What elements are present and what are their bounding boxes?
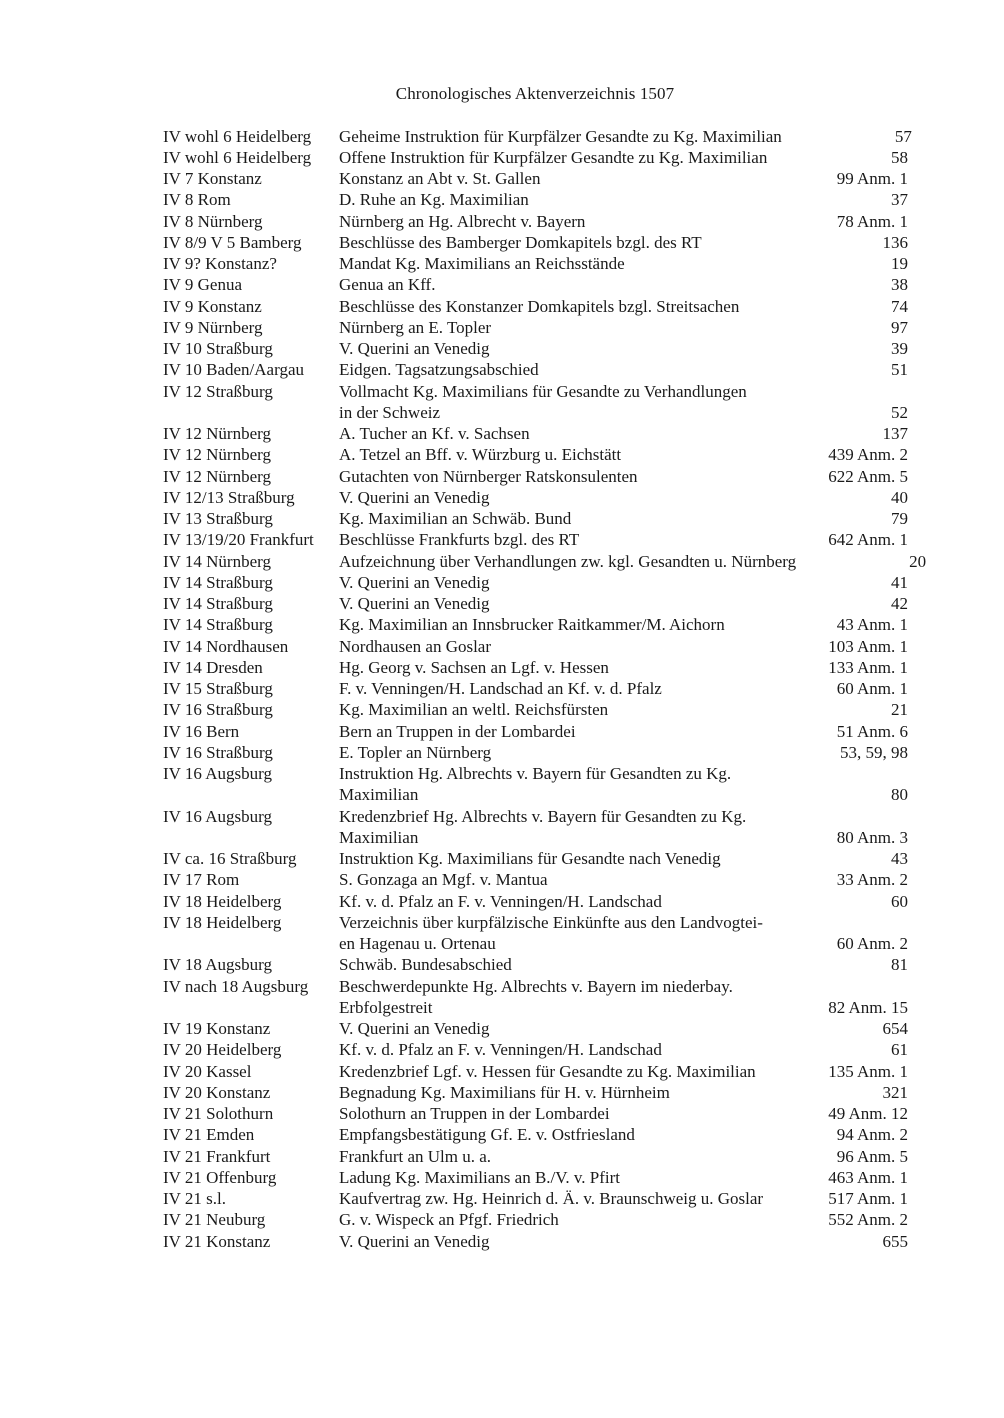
entry-date-place: IV 18 Augsburg xyxy=(163,955,272,975)
entry-reference-number: 53, 59, 98 xyxy=(840,742,908,762)
entry-date-place: IV 12 Nürnberg xyxy=(163,424,271,443)
entry-description-line: V. Querini an Venedig xyxy=(339,339,490,358)
entry-date-place: IV 13/19/20 Frankfurt xyxy=(163,530,314,550)
entry-description xyxy=(339,508,778,529)
entry-description-line: Eidgen. Tagsatzungsabschied xyxy=(339,360,539,380)
entry-reference-number: 74 xyxy=(891,296,908,316)
entry-description xyxy=(339,742,778,763)
entry-reference-number: 137 xyxy=(882,424,908,443)
entry-description-line: Verzeichnis über kurpfälzische Einkünfte aus den Landvogtei- xyxy=(339,912,763,932)
entry-reference xyxy=(778,742,908,763)
entry-reference xyxy=(778,976,908,1019)
register-entry xyxy=(163,317,908,338)
entry-reference xyxy=(778,614,908,635)
entry-reference-number: 80 xyxy=(891,785,908,805)
entry-reference xyxy=(778,869,908,890)
entry-date-place: IV 16 Augsburg xyxy=(163,806,272,826)
entry-date-place: IV 14 Straßburg xyxy=(163,572,273,592)
register-entry xyxy=(163,636,908,657)
entry-description xyxy=(339,1039,778,1060)
entry-description-line: Kg. Maximilian an Innsbrucker Raitkammer/M. Aichorn xyxy=(339,615,725,635)
entry-description xyxy=(339,891,778,912)
entry-description-line: Geheime Instruktion für Kurpfälzer Gesandte zu Kg. Maximilian xyxy=(339,126,782,146)
register-entry xyxy=(163,423,908,444)
entry-date-place: IV 12/13 Straßburg xyxy=(163,487,295,507)
register-entry xyxy=(163,763,908,806)
entry-description xyxy=(339,126,782,147)
entry-reference xyxy=(778,1124,908,1145)
entry-description xyxy=(339,869,778,890)
entry-date-place: IV 19 Konstanz xyxy=(163,1019,271,1038)
entry-description-line: Hg. Georg v. Sachsen an Lgf. v. Hessen xyxy=(339,657,609,677)
entry-reference xyxy=(778,508,908,529)
entry-reference-number: 135 Anm. 1 xyxy=(828,1061,908,1081)
entry-reference xyxy=(778,359,908,380)
entry-description-line: Instruktion Kg. Maximilians für Gesandte nach Venedig xyxy=(339,849,721,868)
entry-date-place: IV wohl 6 Heidelberg xyxy=(163,147,312,167)
entry-description-line: A. Tucher an Kf. v. Sachsen xyxy=(339,424,530,443)
entry-description xyxy=(339,466,778,487)
register-entry xyxy=(163,551,927,572)
entry-description-line: Mandat Kg. Maximilians an Reichsstände xyxy=(339,254,625,273)
entry-reference-number: 39 xyxy=(891,339,908,358)
entry-reference-number: 19 xyxy=(891,254,908,273)
entry-description-line: Kredenzbrief Lgf. v. Hessen für Gesandte zu Kg. Maximilian xyxy=(339,1061,756,1081)
entry-reference xyxy=(778,1188,908,1209)
entry-reference xyxy=(778,699,908,720)
entry-description-line: Kg. Maximilian an weltl. Reichsfürsten xyxy=(339,700,609,720)
entry-reference xyxy=(778,274,908,295)
register-entry xyxy=(163,572,908,593)
entry-reference xyxy=(778,848,908,869)
entry-description-line: Maximilian xyxy=(339,827,419,847)
entry-description-line: en Hagenau u. Ortenau xyxy=(339,934,496,953)
entry-description-line: Nürnberg an Hg. Albrecht v. Bayern xyxy=(339,211,586,231)
entry-date-place: IV 21 Emden xyxy=(163,1125,255,1145)
act-register-list xyxy=(163,126,927,1252)
entry-description-line: E. Topler an Nürnberg xyxy=(339,742,492,762)
entry-description-line: Frankfurt an Ulm u. a. xyxy=(339,1146,492,1166)
entry-reference xyxy=(782,126,912,147)
entry-reference-number: 80 Anm. 3 xyxy=(836,827,908,847)
entry-description-line: G. v. Wispeck an Pfgf. Friedrich xyxy=(339,1210,559,1230)
entry-description xyxy=(339,296,778,317)
entry-reference-number: 51 xyxy=(891,360,908,380)
register-entry xyxy=(163,381,908,424)
entry-date-place: IV wohl 6 Heidelberg xyxy=(163,126,312,146)
entry-description-line: Vollmacht Kg. Maximilians für Gesandte zu Verhandlungen xyxy=(339,381,747,401)
entry-reference xyxy=(778,423,908,444)
entry-description xyxy=(339,338,778,359)
entry-description-line: F. v. Venningen/H. Landschad an Kf. v. d. Pfalz xyxy=(339,679,662,698)
entry-description xyxy=(339,976,778,1019)
entry-reference xyxy=(778,466,908,487)
entry-reference xyxy=(778,487,908,508)
entry-description xyxy=(339,359,778,380)
entry-date-place: IV 10 Baden/Aargau xyxy=(163,360,305,380)
register-entry xyxy=(163,891,908,912)
entry-reference-number: 79 xyxy=(891,509,908,528)
entry-description xyxy=(339,551,796,572)
entry-description xyxy=(339,253,778,274)
entry-description-line: A. Tetzel an Bff. v. Würzburg u. Eichstätt xyxy=(339,445,622,465)
entry-reference-number: 78 Anm. 1 xyxy=(836,211,908,231)
entry-reference xyxy=(778,381,908,424)
entry-description xyxy=(339,912,778,955)
entry-reference xyxy=(778,168,908,189)
register-entry xyxy=(163,444,908,465)
entry-reference xyxy=(778,891,908,912)
entry-description xyxy=(339,1082,778,1103)
entry-reference-number: 82 Anm. 15 xyxy=(828,997,908,1017)
entry-description xyxy=(339,1061,778,1082)
entry-description xyxy=(339,232,778,253)
register-entry xyxy=(163,614,908,635)
register-entry xyxy=(163,1167,908,1188)
entry-date-place: IV 20 Kassel xyxy=(163,1061,252,1081)
entry-reference-number: 94 Anm. 2 xyxy=(836,1125,908,1145)
entry-description-line: Beschlüsse des Bamberger Domkapitels bzgl. des RT xyxy=(339,232,702,252)
entry-date-place: IV 20 Konstanz xyxy=(163,1082,271,1102)
entry-description xyxy=(339,678,778,699)
entry-reference xyxy=(778,147,908,168)
entry-reference xyxy=(796,551,926,572)
entry-description-line: Ladung Kg. Maximilians an B./V. v. Pfirt xyxy=(339,1167,620,1187)
entry-description xyxy=(339,423,778,444)
entry-description xyxy=(339,614,778,635)
entry-date-place: IV 21 Neuburg xyxy=(163,1210,266,1230)
register-entry xyxy=(163,657,908,678)
entry-date-place: IV 17 Rom xyxy=(163,870,240,890)
entry-reference-number: 21 xyxy=(891,700,908,720)
entry-reference-number: 49 Anm. 12 xyxy=(828,1104,908,1123)
register-entry xyxy=(163,296,908,317)
entry-description-line: V. Querini an Venedig xyxy=(339,1019,490,1038)
entry-description xyxy=(339,168,778,189)
register-entry xyxy=(163,168,908,189)
register-entry xyxy=(163,126,912,147)
entry-description-line: Nürnberg an E. Topler xyxy=(339,317,492,337)
entry-date-place: IV 16 Straßburg xyxy=(163,742,273,762)
entry-description xyxy=(339,806,778,849)
register-entry xyxy=(163,954,908,975)
entry-reference-number: 60 Anm. 1 xyxy=(836,679,908,698)
entry-description xyxy=(339,657,778,678)
entry-description xyxy=(339,1146,778,1167)
entry-description xyxy=(339,721,778,742)
entry-reference-number: 38 xyxy=(891,275,908,295)
entry-description xyxy=(339,487,778,508)
entry-date-place: IV 14 Dresden xyxy=(163,657,263,677)
entry-reference-number: 60 xyxy=(891,891,908,911)
entry-reference-number: 136 xyxy=(882,232,908,252)
entry-reference-number: 58 xyxy=(891,147,908,167)
entry-date-place: IV ca. 16 Straßburg xyxy=(163,849,297,868)
entry-description xyxy=(339,954,778,975)
entry-description-line: V. Querini an Venedig xyxy=(339,487,490,507)
entry-description-line: V. Querini an Venedig xyxy=(339,1231,490,1251)
register-entry xyxy=(163,869,908,890)
entry-date-place: IV 8/9 V 5 Bamberg xyxy=(163,232,302,252)
entry-description xyxy=(339,381,778,424)
register-entry xyxy=(163,806,908,849)
entry-date-place: IV 16 Straßburg xyxy=(163,700,273,720)
entry-description xyxy=(339,1167,778,1188)
entry-date-place: IV 18 Heidelberg xyxy=(163,891,282,911)
entry-date-place: IV 20 Heidelberg xyxy=(163,1040,282,1060)
entry-reference xyxy=(778,232,908,253)
register-entry xyxy=(163,1209,908,1230)
entry-reference-number: 655 xyxy=(882,1231,908,1251)
entry-date-place: IV 10 Straßburg xyxy=(163,339,273,358)
entry-description xyxy=(339,1124,778,1145)
register-entry xyxy=(163,1188,908,1209)
entry-date-place: IV 21 s.l. xyxy=(163,1189,226,1208)
entry-date-place: IV 13 Straßburg xyxy=(163,509,273,528)
register-entry xyxy=(163,359,908,380)
entry-reference xyxy=(778,1167,908,1188)
entry-reference-number: 43 xyxy=(891,849,908,868)
entry-date-place: IV 9 Konstanz xyxy=(163,296,262,316)
page-title: Chronologisches Aktenverzeichnis 1507 xyxy=(395,84,675,103)
entry-description xyxy=(339,1231,778,1252)
register-entry xyxy=(163,338,908,359)
entry-date-place: IV 14 Straßburg xyxy=(163,615,273,635)
entry-description-line: Kf. v. d. Pfalz an F. v. Venningen/H. Landschad xyxy=(339,891,662,911)
entry-reference xyxy=(778,763,908,806)
entry-reference-number: 103 Anm. 1 xyxy=(828,636,908,656)
entry-reference-number: 37 xyxy=(891,190,908,210)
entry-description xyxy=(339,699,778,720)
entry-reference-number: 52 xyxy=(891,402,908,422)
entry-description xyxy=(339,636,778,657)
entry-description xyxy=(339,529,778,550)
entry-date-place: IV 21 Offenburg xyxy=(163,1167,277,1187)
entry-description-line: V. Querini an Venedig xyxy=(339,572,490,592)
register-entry xyxy=(163,1018,908,1039)
entry-description-line: Genua an Kff. xyxy=(339,275,436,295)
register-entry xyxy=(163,508,908,529)
entry-date-place: IV 12 Nürnberg xyxy=(163,445,271,465)
entry-reference xyxy=(778,444,908,465)
entry-description xyxy=(339,593,778,614)
entry-reference-number: 463 Anm. 1 xyxy=(828,1167,908,1187)
entry-date-place: IV 14 Straßburg xyxy=(163,594,273,613)
entry-date-place: IV 18 Heidelberg xyxy=(163,912,282,932)
register-entry xyxy=(163,232,908,253)
entry-description-line: Empfangsbestätigung Gf. E. v. Ostfriesland xyxy=(339,1125,635,1145)
entry-description xyxy=(339,1103,778,1124)
register-entry xyxy=(163,1039,908,1060)
entry-reference xyxy=(778,657,908,678)
entry-date-place: IV 8 Rom xyxy=(163,190,231,210)
register-entry xyxy=(163,848,908,869)
register-entry xyxy=(163,466,908,487)
entry-description xyxy=(339,572,778,593)
entry-date-place: IV 14 Nordhausen xyxy=(163,636,289,656)
entry-description-line: Erbfolgestreit xyxy=(339,997,433,1017)
entry-date-place: IV 12 Nürnberg xyxy=(163,466,271,486)
entry-date-place: IV 12 Straßburg xyxy=(163,381,273,401)
entry-reference xyxy=(778,338,908,359)
register-entry xyxy=(163,678,908,699)
register-entry xyxy=(163,211,908,232)
register-entry xyxy=(163,593,908,614)
entry-date-place: IV 21 Frankfurt xyxy=(163,1146,271,1166)
entry-reference xyxy=(778,593,908,614)
entry-description-line: Begnadung Kg. Maximilians für H. v. Hürnheim xyxy=(339,1082,670,1102)
entry-reference-number: 439 Anm. 2 xyxy=(828,445,908,465)
entry-reference-number: 43 Anm. 1 xyxy=(836,615,908,635)
entry-reference-number: 61 xyxy=(891,1040,908,1060)
entry-reference xyxy=(778,1231,908,1252)
register-entry xyxy=(163,742,908,763)
entry-description-line: Kredenzbrief Hg. Albrechts v. Bayern für Gesandten zu Kg. xyxy=(339,806,747,826)
entry-date-place: IV nach 18 Augsburg xyxy=(163,976,309,996)
entry-description xyxy=(339,763,778,806)
entry-description-line: Bern an Truppen in der Lombardei xyxy=(339,721,576,741)
entry-reference-number: 622 Anm. 5 xyxy=(828,466,908,486)
entry-description-line: Beschlüsse Frankfurts bzgl. des RT xyxy=(339,530,580,550)
entry-description xyxy=(339,848,778,869)
register-entry xyxy=(163,1231,908,1252)
entry-date-place: IV 9 Nürnberg xyxy=(163,317,263,337)
entry-description-line: Gutachten von Nürnberger Ratskonsulenten xyxy=(339,466,638,486)
register-entry xyxy=(163,274,908,295)
entry-reference xyxy=(778,1209,908,1230)
register-entry xyxy=(163,1124,908,1145)
entry-description xyxy=(339,211,778,232)
entry-description-line: Beschlüsse des Konstanzer Domkapitels bzgl. Streitsachen xyxy=(339,296,740,316)
entry-date-place: IV 7 Konstanz xyxy=(163,169,262,188)
entry-date-place: IV 15 Straßburg xyxy=(163,679,273,698)
entry-date-place: IV 9? Konstanz? xyxy=(163,254,277,273)
entry-description xyxy=(339,274,778,295)
register-entry xyxy=(163,976,908,1019)
entry-reference-number: 517 Anm. 1 xyxy=(828,1189,908,1208)
entry-description-line: V. Querini an Venedig xyxy=(339,594,490,613)
entry-reference-number: 97 xyxy=(891,317,908,337)
entry-description xyxy=(339,1188,778,1209)
entry-reference-number: 40 xyxy=(891,487,908,507)
entry-description xyxy=(339,1209,778,1230)
entry-reference-number: 57 xyxy=(894,126,912,146)
entry-reference xyxy=(778,1082,908,1103)
entry-date-place: IV 21 Solothurn xyxy=(163,1104,274,1123)
entry-description-line: Kg. Maximilian an Schwäb. Bund xyxy=(339,509,572,528)
entry-reference xyxy=(778,189,908,210)
entry-reference-number: 96 Anm. 5 xyxy=(836,1146,908,1166)
register-entry xyxy=(163,189,908,210)
entry-description xyxy=(339,189,778,210)
entry-reference xyxy=(778,317,908,338)
register-entry xyxy=(163,1103,908,1124)
entry-reference-number: 20 xyxy=(909,551,927,571)
entry-reference xyxy=(778,636,908,657)
register-entry xyxy=(163,253,908,274)
entry-date-place: IV 9 Genua xyxy=(163,275,242,295)
entry-description xyxy=(339,317,778,338)
entry-reference xyxy=(778,806,908,849)
entry-reference xyxy=(778,529,908,550)
entry-reference-number: 81 xyxy=(891,955,908,975)
entry-reference-number: 51 Anm. 6 xyxy=(836,721,908,741)
entry-description-line: Solothurn an Truppen in der Lombardei xyxy=(339,1104,610,1123)
register-entry xyxy=(163,721,908,742)
entry-reference-number: 642 Anm. 1 xyxy=(828,530,908,550)
entry-reference-number: 42 xyxy=(891,594,908,613)
entry-reference xyxy=(778,296,908,317)
entry-reference xyxy=(778,1018,908,1039)
register-entry xyxy=(163,912,908,955)
entry-date-place: IV 16 Augsburg xyxy=(163,764,272,783)
entry-description-line: Nordhausen an Goslar xyxy=(339,636,492,656)
entry-reference-number: 41 xyxy=(891,572,908,592)
entry-description-line: D. Ruhe an Kg. Maximilian xyxy=(339,190,529,210)
entry-reference xyxy=(778,954,908,975)
entry-description-line: Schwäb. Bundesabschied xyxy=(339,955,512,975)
entry-reference-number: 60 Anm. 2 xyxy=(836,934,908,953)
entry-description-line: Kaufvertrag zw. Hg. Heinrich d. Ä. v. Braunschweig u. Goslar xyxy=(339,1189,764,1208)
entry-description-line: Beschwerdepunkte Hg. Albrechts v. Bayern im niederbay. xyxy=(339,976,733,996)
entry-date-place: IV 8 Nürnberg xyxy=(163,211,263,231)
entry-reference xyxy=(778,721,908,742)
register-entry xyxy=(163,529,908,550)
entry-reference xyxy=(778,678,908,699)
entry-date-place: IV 14 Nürnberg xyxy=(163,551,271,571)
entry-reference xyxy=(778,211,908,232)
entry-reference xyxy=(778,253,908,274)
entry-description-line: Kf. v. d. Pfalz an F. v. Venningen/H. Landschad xyxy=(339,1040,662,1060)
register-entry xyxy=(163,699,908,720)
entry-reference-number: 99 Anm. 1 xyxy=(836,169,908,188)
entry-description-line: Instruktion Hg. Albrechts v. Bayern für Gesandten zu Kg. xyxy=(339,764,732,783)
entry-reference xyxy=(778,572,908,593)
entry-date-place: IV 21 Konstanz xyxy=(163,1231,271,1251)
entry-date-place: IV 16 Bern xyxy=(163,721,240,741)
entry-reference xyxy=(778,1061,908,1082)
entry-reference-number: 33 Anm. 2 xyxy=(836,870,908,890)
entry-reference xyxy=(778,912,908,955)
entry-reference-number: 321 xyxy=(882,1082,908,1102)
entry-description-line: S. Gonzaga an Mgf. v. Mantua xyxy=(339,870,548,890)
entry-reference xyxy=(778,1039,908,1060)
entry-description xyxy=(339,147,778,168)
entry-reference-number: 654 xyxy=(882,1019,908,1038)
entry-description-line: Offene Instruktion für Kurpfälzer Gesandte zu Kg. Maximilian xyxy=(339,147,768,167)
entry-reference-number: 133 Anm. 1 xyxy=(828,657,908,677)
register-entry xyxy=(163,1082,908,1103)
entry-description-line: Konstanz an Abt v. St. Gallen xyxy=(339,169,541,188)
register-entry xyxy=(163,487,908,508)
entry-reference xyxy=(778,1146,908,1167)
register-entry xyxy=(163,1146,908,1167)
entry-description-line: Aufzeichnung über Verhandlungen zw. kgl. Gesandten u. Nürnberg xyxy=(339,551,797,571)
entry-description xyxy=(339,1018,778,1039)
entry-reference-number: 552 Anm. 2 xyxy=(828,1210,908,1230)
register-entry xyxy=(163,1061,908,1082)
register-entry xyxy=(163,147,908,168)
entry-reference xyxy=(778,1103,908,1124)
entry-description-line: Maximilian xyxy=(339,785,419,805)
entry-description xyxy=(339,444,778,465)
entry-description-line: in der Schweiz xyxy=(339,402,441,422)
